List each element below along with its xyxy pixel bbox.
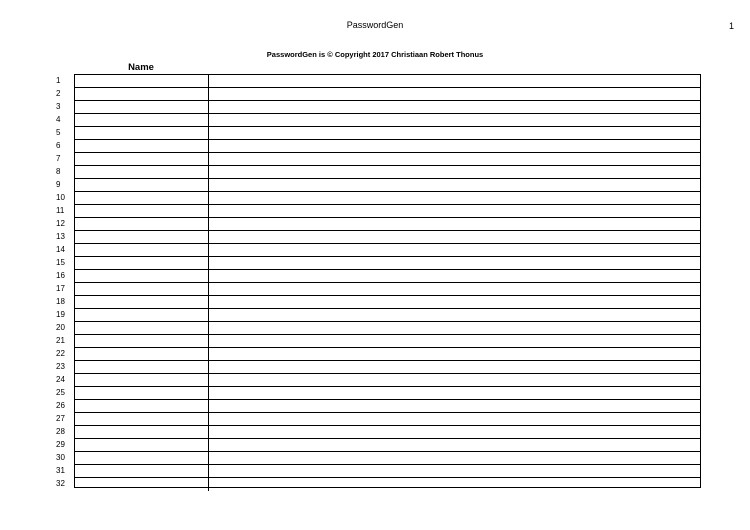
table-row [75, 283, 700, 296]
row-number: 8 [56, 167, 61, 176]
name-cell[interactable] [75, 114, 209, 126]
name-cell[interactable] [75, 283, 209, 295]
password-cell[interactable] [209, 179, 700, 191]
name-cell[interactable] [75, 387, 209, 399]
password-cell[interactable] [209, 465, 700, 477]
row-number: 23 [56, 362, 65, 371]
password-cell[interactable] [209, 283, 700, 295]
table-row [75, 153, 700, 166]
name-cell[interactable] [75, 335, 209, 347]
name-cell[interactable] [75, 257, 209, 269]
name-cell[interactable] [75, 478, 209, 491]
table-row [75, 244, 700, 257]
table-row [75, 413, 700, 426]
row-number: 21 [56, 336, 65, 345]
password-cell[interactable] [209, 101, 700, 113]
password-cell[interactable] [209, 127, 700, 139]
name-cell[interactable] [75, 374, 209, 386]
name-cell[interactable] [75, 205, 209, 217]
name-cell[interactable] [75, 153, 209, 165]
name-cell[interactable] [75, 296, 209, 308]
table-row [75, 231, 700, 244]
name-cell[interactable] [75, 140, 209, 152]
row-number: 30 [56, 453, 65, 462]
table-row [75, 75, 700, 88]
table-row [75, 361, 700, 374]
name-cell[interactable] [75, 75, 209, 87]
name-cell[interactable] [75, 426, 209, 438]
table-row [75, 127, 700, 140]
table-row [75, 426, 700, 439]
row-number: 12 [56, 219, 65, 228]
table-row [75, 439, 700, 452]
name-cell[interactable] [75, 361, 209, 373]
row-number: 2 [56, 89, 61, 98]
row-number: 10 [56, 193, 65, 202]
row-number: 6 [56, 141, 61, 150]
name-cell[interactable] [75, 400, 209, 412]
row-number: 7 [56, 154, 61, 163]
password-cell[interactable] [209, 153, 700, 165]
password-cell[interactable] [209, 192, 700, 204]
password-cell[interactable] [209, 426, 700, 438]
password-cell[interactable] [209, 348, 700, 360]
table-row [75, 400, 700, 413]
row-number: 22 [56, 349, 65, 358]
password-cell[interactable] [209, 374, 700, 386]
password-cell[interactable] [209, 166, 700, 178]
password-cell[interactable] [209, 270, 700, 282]
name-cell[interactable] [75, 439, 209, 451]
password-cell[interactable] [209, 309, 700, 321]
name-cell[interactable] [75, 192, 209, 204]
name-cell[interactable] [75, 231, 209, 243]
name-column-header: Name [128, 62, 154, 73]
row-number: 28 [56, 427, 65, 436]
row-number: 11 [56, 206, 65, 215]
password-cell[interactable] [209, 296, 700, 308]
table-row [75, 257, 700, 270]
table-row [75, 140, 700, 153]
password-cell[interactable] [209, 244, 700, 256]
password-cell[interactable] [209, 257, 700, 269]
password-cell[interactable] [209, 413, 700, 425]
name-cell[interactable] [75, 348, 209, 360]
name-cell[interactable] [75, 413, 209, 425]
row-number: 27 [56, 414, 65, 423]
table-row [75, 101, 700, 114]
row-number: 19 [56, 310, 65, 319]
row-number: 31 [56, 466, 65, 475]
table-row [75, 322, 700, 335]
name-cell[interactable] [75, 309, 209, 321]
password-cell[interactable] [209, 322, 700, 334]
name-cell[interactable] [75, 244, 209, 256]
table-row [75, 348, 700, 361]
table-row [75, 335, 700, 348]
password-table [74, 74, 701, 488]
row-number: 9 [56, 180, 61, 189]
password-cell[interactable] [209, 478, 700, 491]
table-row [75, 374, 700, 387]
row-number: 18 [56, 297, 65, 306]
table-row [75, 88, 700, 101]
table-row [75, 452, 700, 465]
row-number: 17 [56, 284, 65, 293]
row-number: 15 [56, 258, 65, 267]
table-row [75, 296, 700, 309]
table-row [75, 387, 700, 400]
name-cell[interactable] [75, 88, 209, 100]
name-cell[interactable] [75, 465, 209, 477]
name-cell[interactable] [75, 166, 209, 178]
password-cell[interactable] [209, 231, 700, 243]
name-cell[interactable] [75, 218, 209, 230]
table-row [75, 205, 700, 218]
table-row [75, 166, 700, 179]
password-cell[interactable] [209, 335, 700, 347]
row-number: 20 [56, 323, 65, 332]
table-row [75, 192, 700, 205]
row-number: 13 [56, 232, 65, 241]
row-number: 5 [56, 128, 61, 137]
page-number: 1 [729, 21, 735, 31]
table-row [75, 114, 700, 127]
row-number: 26 [56, 401, 65, 410]
name-cell[interactable] [75, 179, 209, 191]
row-number: 24 [56, 375, 65, 384]
name-cell[interactable] [75, 270, 209, 282]
password-cell[interactable] [209, 387, 700, 399]
password-cell[interactable] [209, 140, 700, 152]
password-cell[interactable] [209, 400, 700, 412]
name-cell[interactable] [75, 127, 209, 139]
row-number: 29 [56, 440, 65, 449]
password-cell[interactable] [209, 452, 700, 464]
row-number-column [50, 74, 72, 490]
name-cell[interactable] [75, 452, 209, 464]
password-cell[interactable] [209, 205, 700, 217]
name-cell[interactable] [75, 101, 209, 113]
row-number: 16 [56, 271, 65, 280]
password-cell[interactable] [209, 218, 700, 230]
table-row [75, 309, 700, 322]
row-number: 1 [56, 76, 61, 85]
row-number: 3 [56, 102, 61, 111]
table-row [75, 465, 700, 478]
row-number: 14 [56, 245, 65, 254]
table-row [75, 218, 700, 231]
row-number: 32 [56, 479, 65, 488]
table-row [75, 179, 700, 192]
table-row [75, 478, 700, 491]
document-header-title: PasswordGen [346, 20, 404, 30]
password-cell[interactable] [209, 88, 700, 100]
password-cell[interactable] [209, 361, 700, 373]
password-cell[interactable] [209, 114, 700, 126]
row-number: 4 [56, 115, 61, 124]
table-row [75, 270, 700, 283]
row-number: 25 [56, 388, 65, 397]
copyright-notice: PasswordGen is © Copyright 2017 Christiaan Robert Thonus [266, 50, 484, 59]
password-cell[interactable] [209, 75, 700, 87]
password-cell[interactable] [209, 439, 700, 451]
name-cell[interactable] [75, 322, 209, 334]
